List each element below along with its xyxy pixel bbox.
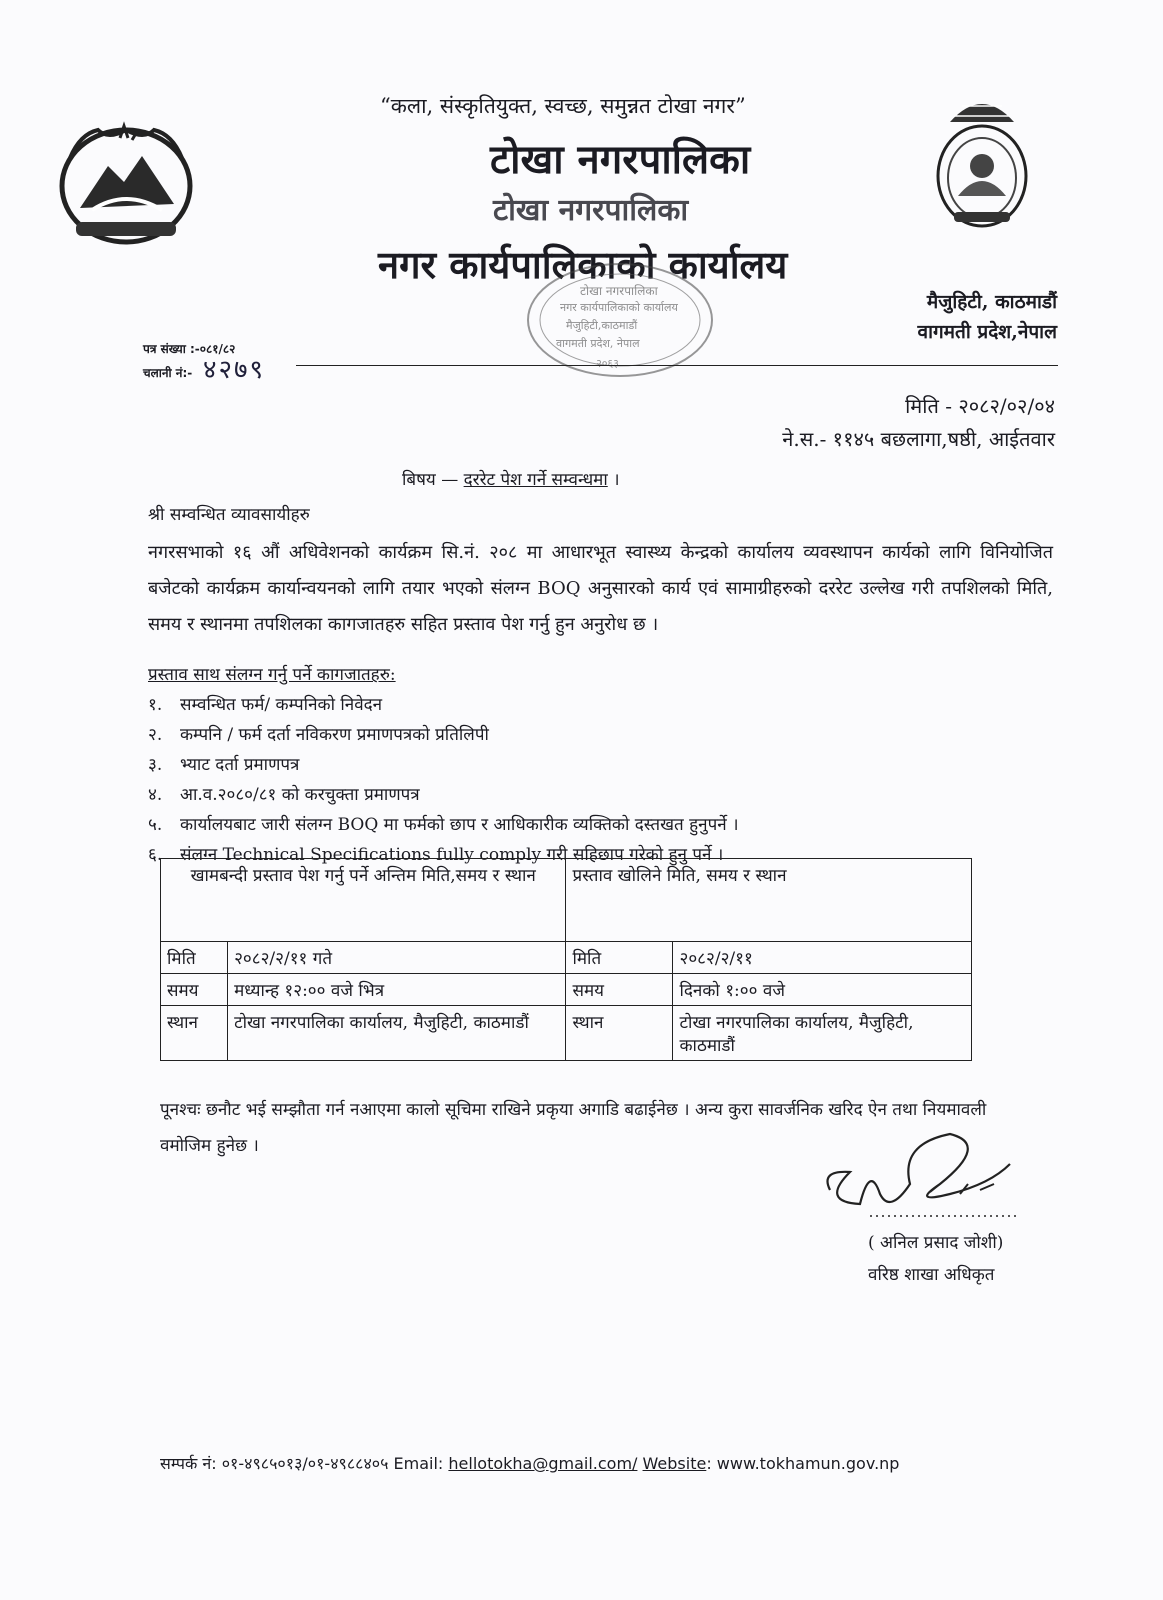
table-row xyxy=(161,942,972,974)
item-number: ५. xyxy=(148,815,163,835)
chalani-label: चलानी नं:- xyxy=(143,366,193,380)
stamp-line1: टोखा नगरपालिका xyxy=(580,284,658,298)
item-number: १. xyxy=(148,695,163,715)
footer-website[interactable]: : www.tokhamun.gov.np xyxy=(706,1454,900,1473)
signature-icon xyxy=(810,1120,1030,1230)
footer-email-label: Email: xyxy=(393,1454,444,1473)
list-item xyxy=(148,690,739,720)
nepal-emblem-icon xyxy=(50,118,202,250)
list-item xyxy=(148,750,739,780)
letter-date: मिति - २०८२/०२/०४ xyxy=(905,394,1055,418)
left-header-cell: खामबन्दी प्रस्ताव पेश गर्नु पर्ने अन्तिम मिति,समय र स्थान xyxy=(161,859,566,942)
table-cell: समय xyxy=(161,974,228,1006)
office-stamp xyxy=(520,262,720,396)
signatory-name: ( अनिल प्रसाद जोशी) xyxy=(868,1233,1004,1253)
subject-end: । xyxy=(613,470,620,490)
table-cell: २०८२/२/११ xyxy=(673,942,972,974)
table-cell: २०८२/२/११ गते xyxy=(228,942,566,974)
stamp-line2: नगर कार्यपालिकाको कार्यालय xyxy=(560,301,678,314)
footer-contact: सम्पर्क नं: ०१-४९८५०१३/०१-४९८८४०५ xyxy=(160,1454,389,1473)
table-cell: मिति xyxy=(161,942,228,974)
address-line2: वागमती प्रदेश,नेपाल xyxy=(917,321,1057,343)
table-row xyxy=(161,1006,972,1061)
table-cell: स्थान xyxy=(566,1006,673,1061)
stamp-line5: २०६३ xyxy=(596,357,619,370)
item-number: २. xyxy=(148,725,163,745)
nepal-sambat-date: ने.स.- ११४५ बछलागा,षष्ठी, आईतवार xyxy=(782,427,1055,451)
table-cell: टोखा नगरपालिका कार्यालय, मैजुहिटी, काठमाडौं xyxy=(673,1006,972,1061)
table-cell: मध्यान्ह १२:०० वजे भित्र xyxy=(228,974,566,1006)
subject-line xyxy=(402,467,620,490)
list-item xyxy=(148,720,739,750)
postscript: पूनश्चः छनौट भई सम्झौता गर्न नआएमा कालो सूचिमा राखिने प्रकृया अगाडि बढाईनेछ । अन्य कुरा सावर्जनिक खरिद ऐन तथा नियमावली वमोजिम हुनेछ । xyxy=(160,1100,987,1156)
org-name: टोखा नगरपालिका xyxy=(490,136,751,183)
list-item xyxy=(148,780,739,810)
table-row xyxy=(161,974,972,1006)
footer-website-label: Website xyxy=(642,1454,707,1473)
salutation: श्री सम्वन्धित व्यावसायीहरु xyxy=(148,505,310,525)
item-text: आ.व.२०८०/८१ को करचुक्ता प्रमाणपत्र xyxy=(180,785,420,805)
table-cell: टोखा नगरपालिका कार्यालय, मैजुहिटी, काठमाडौं xyxy=(228,1006,566,1061)
table-cell: स्थान xyxy=(161,1006,228,1061)
item-text: भ्याट दर्ता प्रमाणपत्र xyxy=(180,755,300,775)
subject-label: बिषय — xyxy=(402,470,459,490)
table-cell: समय xyxy=(566,974,673,1006)
office-name: नगर कार्यपालिकाको कार्यालय xyxy=(378,242,788,287)
item-text: सम्वन्धित फर्म/ कम्पनिको निवेदन xyxy=(180,695,383,715)
schedule-table xyxy=(160,858,972,1061)
org-name-secondary: टोखा नगरपालिका xyxy=(493,193,689,228)
patra-sankhya: पत्र संख्या :-०८१/८२ xyxy=(143,342,236,356)
address-line1: मैजुहिटी, काठमाडौं xyxy=(926,291,1057,313)
item-number: ६. xyxy=(148,845,163,865)
item-number: ४. xyxy=(148,785,163,805)
right-header-cell: प्रस्ताव खोलिने मिति, समय र स्थान xyxy=(566,859,972,942)
stamp-line4: वागमती प्रदेश, नेपाल xyxy=(556,337,640,350)
table-cell: मिति xyxy=(566,942,673,974)
item-number: ३. xyxy=(148,755,163,775)
footer xyxy=(160,1452,899,1474)
item-text: कार्यालयबाट जारी संलग्न BOQ मा फर्मको छाप र आधिकारीक व्यक्तिको दस्तखत हुनुपर्ने । xyxy=(180,815,739,835)
chalani-number: ४२७९ xyxy=(203,355,266,385)
signatory-designation: वरिष्ठ शाखा अधिकृत xyxy=(868,1265,995,1285)
table-cell: दिनको १:०० वजे xyxy=(673,974,972,1006)
item-text: कम्पनि / फर्म दर्ता नविकरण प्रमाणपत्रको प्रतिलिपी xyxy=(180,725,489,745)
documents-heading: प्रस्ताव साथ संलग्न गर्नु पर्ने कागजातहरु: xyxy=(148,665,396,685)
body-paragraph: नगरसभाको १६ औं अधिवेशनको कार्यक्रम सि.नं. २०८ मा आधारभूत स्वास्थ्य केन्द्रको कार्यालय व्यवस्थापन कार्यको लागि विनियोजित बजेटको कार्यक्रम कार्यान्वयनको लागि तयार भएको संलग्न BOQ अनुसारको कार्य एवं सामाग्रीहरुको दररेट उल्लेख गरी तपशिलको मिति, समय र स्थानमा तपशिलका कागजातहरु सहित प्रस्ताव पेश गर्नु हुन अनुरोध छ । xyxy=(148,542,1053,635)
list-item xyxy=(148,810,739,840)
municipality-logo-icon xyxy=(932,86,1032,234)
table-row xyxy=(161,859,972,942)
stamp-line3: मैजुहिटी,काठमाडौं xyxy=(566,319,638,332)
footer-email[interactable]: hellotokha@gmail.com/ xyxy=(448,1454,638,1473)
documents-list xyxy=(148,690,739,870)
motto: “कला, संस्कृतियुक्त, स्वच्छ, समुन्नत टोखा नगर” xyxy=(380,94,746,118)
subject-text: दररेट पेश गर्ने सम्वन्धमा xyxy=(463,470,608,490)
item-text: संलग्न Technical Specifications fully comply गरी सहिछाप गरेको हुनु पर्ने । xyxy=(180,845,724,865)
header-divider xyxy=(296,365,1058,366)
